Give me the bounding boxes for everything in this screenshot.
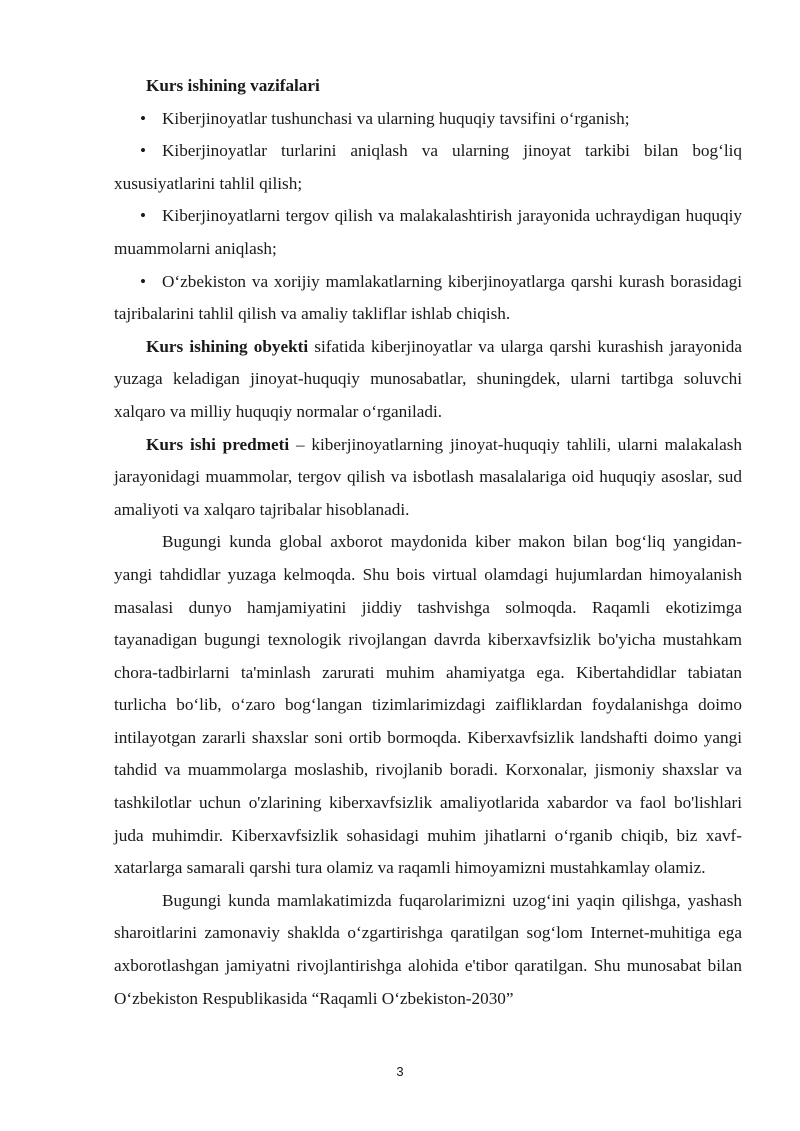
subject-label: Kurs ishi predmeti [146,434,290,454]
list-item [114,266,742,331]
tasks-heading: Kurs ishining vazifalari [146,76,320,95]
body-paragraph-2: Bugungi kunda mamlakatimizda fuqarolarimizni uzog‘ini yaqin qilishga, yashash sharoitlarini zamonaviy shaklda o‘zgartirishga qaratilgan sog‘lom Internet-muhitiga ega axborotlashgan jamiyatni rivojlantirishga alohida e'tibor qaratilgan. Shu munosabat bilan O‘zbekiston Respublikasida “Raqamli O‘zbekiston-2030” [114,890,742,1008]
object-text: sifatida kiberjinoyatlar va ularga qarshi kurashish jarayonida yuzaga keladigan jinoyat-huquqiy munosabatlar, shuningdek, ularni tartibga soluvchi xalqaro va milliy huquqiy normalar o‘rganiladi. [114,336,742,421]
list-item [114,135,742,200]
task-text: Kiberjinoyatlar turlarini aniqlash va ularning jinoyat tarkibi bilan bog‘liq xususiyatlarini tahlil qilish; [114,141,742,193]
task-text: Kiberjinoyatlar tushunchasi va ularning huquqiy tavsifini o‘rganish; [162,108,630,128]
object-paragraph [114,331,742,429]
page-number: 3 [396,1064,404,1079]
document-page [114,70,742,1015]
bullet-icon: • [140,206,147,226]
bullet-icon: • [140,141,147,161]
list-item [114,103,742,136]
tasks-list [114,103,742,331]
task-text: O‘zbekiston va xorijiy mamlakatlarning kiberjinoyatlarga qarshi kurash borasidagi tajribalarini tahlil qilish va amaliy takliflar ishlab chiqish. [114,271,742,324]
subject-paragraph [114,429,742,527]
list-item [114,200,742,265]
task-text: Kiberjinoyatlarni tergov qilish va malakalashtirish jarayonida uchraydigan huquqiy muammolarni aniqlash; [114,206,742,258]
object-label: Kurs ishining obyekti [146,336,309,356]
body-paragraph-1: Bugungi kunda global axborot maydonida kiber makon bilan bog‘liq yangidan-yangi tahdidlar yuzaga kelmoqda. Shu bois virtual olamdagi hujumlardan himoyalanish masalasi dunyo hamjamiyatini jiddiy tashvishga solmoqda. Raqamli ekotizimga tayanadigan bugungi texnologik rivojlangan davrda kiberxavfsizlik bo'yicha mustahkam chora-tadbirlarni ta'minlash zarurati muhim ahamiyatga ega. Kibertahdidlar tabiatan turlicha bo‘lib, o‘zaro bog‘langan tizimlarimizdagi zaifliklardan foydalanishga doimo intilayotgan zararli shaxslar soni ortib bormoqda. Kiberxavfsizlik landshafti doimo yangi tahdid va muammolarga moslashib, rivojlanib boradi. Korxonalar, jismoniy shaxslar va tashkilotlar uchun o'zlarining kiberxavfsizlik amaliyotlarida xabardor va faol bo'lishlari juda muhimdir. Kiberxavfsizlik sohasidagi muhim jihatlarni o‘rganib chiqib, biz xavf-xatarlarga samarali qarshi tura olamiz va raqamli himoyamizni mustahkamlay olamiz. [114,532,742,878]
subject-text: – kiberjinoyatlarning jinoyat-huquqiy tahlili, ularni malakalash jarayonidagi muammolar, tergov qilish va isbotlash masalalariga oid huquqiy asoslar, sud amaliyoti va xalqaro tajribalar hisoblanadi. [114,434,742,519]
bullet-icon: • [140,108,147,128]
bullet-icon: • [140,271,147,291]
